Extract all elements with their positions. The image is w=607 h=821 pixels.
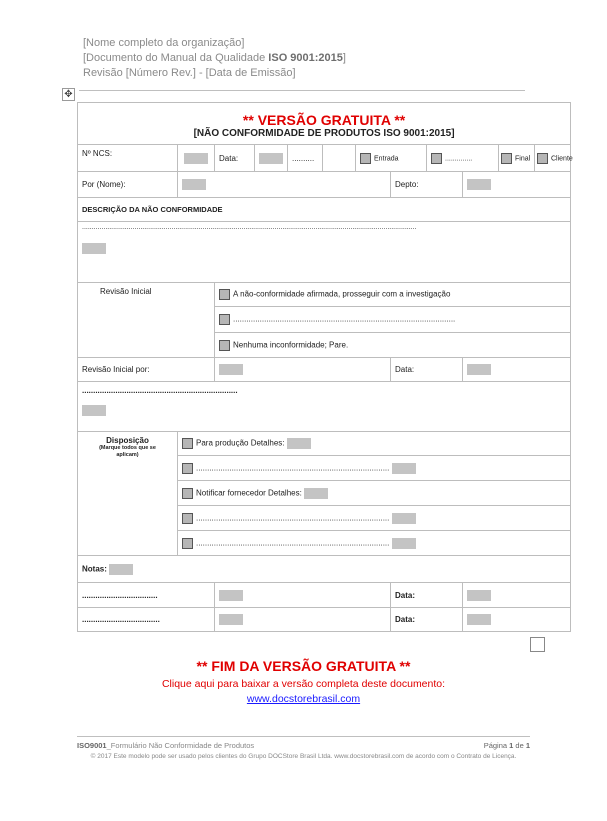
- date-label: Data:: [215, 145, 255, 172]
- notes-label: Notas:: [82, 564, 107, 574]
- dots-section-row: [78, 382, 571, 432]
- review-affirmed-checkbox[interactable]: [219, 289, 230, 300]
- description-heading: DESCRIÇÃO DA NÃO CONFORMIDADE: [78, 198, 571, 222]
- review-date-field[interactable]: [467, 364, 491, 375]
- revision-line: Revisão [Número Rev.] - [Data de Emissão]: [83, 67, 296, 79]
- cliente-label: Cliente: [551, 154, 573, 162]
- disposition-sublabel: (Marque todos que se aplicam): [99, 445, 156, 458]
- signature-row-1: [78, 583, 571, 608]
- signature-row-2: [78, 608, 571, 632]
- disposition-other2-checkbox[interactable]: [182, 513, 193, 524]
- dots-section-field[interactable]: [82, 405, 106, 416]
- review-none-checkbox[interactable]: [219, 340, 230, 351]
- disposition-production-label: Para produção Detalhes:: [196, 438, 285, 448]
- signature2-date-field[interactable]: [467, 614, 491, 625]
- ncs-label: Nº NCS:: [78, 145, 178, 172]
- disposition-other2-field[interactable]: [392, 513, 416, 524]
- entrada-checkbox[interactable]: [360, 153, 371, 164]
- disposition-supplier-field[interactable]: [304, 488, 328, 499]
- description-field[interactable]: [82, 243, 106, 254]
- disposition-production-checkbox[interactable]: [182, 438, 193, 449]
- disposition-other1-field[interactable]: [392, 463, 416, 474]
- description-dots: ............................................................................................................................................................................: [82, 224, 417, 231]
- initial-review-row-1: [78, 283, 571, 307]
- disposition-other3-checkbox[interactable]: [182, 538, 193, 549]
- footer-page-number: Página 1 de 1: [483, 741, 530, 750]
- signature1-field[interactable]: [219, 590, 243, 601]
- footer-divider: [77, 736, 530, 737]
- form-title: [NÃO CONFORMIDADE DE PRODUTOS ISO 9001:2015]: [193, 127, 455, 139]
- signature2-field[interactable]: [219, 614, 243, 625]
- disposition-supplier-checkbox[interactable]: [182, 488, 193, 499]
- footer-doc-name: ISO9001_Formulário Não Conformidade de Produtos: [77, 741, 255, 750]
- disposition-label: Disposição: [106, 436, 149, 445]
- title-row: [78, 103, 571, 145]
- review-other-checkbox[interactable]: [219, 314, 230, 325]
- document-header: [83, 36, 346, 81]
- review-by-row: [78, 358, 571, 382]
- cliente-checkbox[interactable]: [537, 153, 548, 164]
- signature1-date-field[interactable]: [467, 590, 491, 601]
- notes-row: [78, 556, 571, 583]
- signature2-date-label: Data:: [391, 608, 463, 632]
- free-version-title: ** VERSÃO GRATUITA **: [242, 111, 406, 128]
- review-none-label: Nenhuma inconformidade; Pare.: [233, 340, 349, 350]
- nonconformity-form: [77, 102, 573, 632]
- notes-field[interactable]: [109, 564, 133, 575]
- end-free-version-title: ** FIM DA VERSÃO GRATUITA **: [196, 658, 411, 674]
- review-date-label: Data:: [391, 358, 463, 382]
- dots-checkbox[interactable]: [431, 153, 442, 164]
- row1-dots: ..........: [288, 145, 323, 172]
- manual-line: [Documento do Manual da Qualidade ISO 9001:2015]: [83, 52, 346, 64]
- signature2-dots: ...................................: [78, 608, 215, 632]
- signature1-dots: ..................................: [78, 583, 215, 608]
- name-row: [78, 172, 571, 198]
- org-name: [Nome completo da organização]: [83, 37, 245, 49]
- header-divider: [79, 90, 525, 91]
- ncs-field[interactable]: [184, 153, 208, 164]
- disposition-other1-checkbox[interactable]: [182, 463, 193, 474]
- disposition-row-1: [78, 432, 571, 456]
- final-checkbox[interactable]: [501, 153, 512, 164]
- initial-review-label: Revisão Inicial: [78, 283, 215, 358]
- review-other-dots: ....................................................................................................: [233, 314, 456, 324]
- table-move-handle-icon[interactable]: ✥: [62, 88, 75, 101]
- dots-section-text: ......................................................................: [82, 386, 238, 395]
- by-name-label: Por (Nome):: [78, 172, 178, 198]
- disposition-other3-field[interactable]: [392, 538, 416, 549]
- disposition-other1-dots: .......................................................................................: [196, 463, 390, 473]
- description-heading-row: [78, 198, 571, 222]
- disposition-production-field[interactable]: [287, 438, 311, 449]
- row1-dots2: ..............: [445, 154, 473, 162]
- dept-label: Depto:: [391, 172, 463, 198]
- download-prompt: Clique aqui para baixar a versão completa deste documento:: [161, 678, 446, 690]
- dept-field[interactable]: [467, 179, 491, 190]
- footer-copyright: © 2017 Este modelo pode ser usado pelos clientes do Grupo DOCStore Brasil Ltda. www.docstorebrasil.com de acordo com o Contrato de Licença.: [90, 753, 517, 760]
- table-resize-handle[interactable]: [530, 637, 545, 652]
- review-affirmed-label: A não-conformidade afirmada, prosseguir com a investigação: [233, 289, 451, 299]
- ncs-row: [78, 145, 571, 172]
- description-body-row: [78, 222, 571, 283]
- disposition-other3-dots: .......................................................................................: [196, 538, 390, 548]
- download-link[interactable]: www.docstorebrasil.com: [246, 693, 361, 705]
- final-label: Final: [515, 154, 531, 162]
- review-by-field[interactable]: [219, 364, 243, 375]
- review-by-label: Revisão Inicial por:: [78, 358, 215, 382]
- by-name-field[interactable]: [182, 179, 206, 190]
- disposition-supplier-label: Notificar fornecedor Detalhes:: [196, 488, 302, 498]
- signature1-date-label: Data:: [391, 583, 463, 608]
- date-field[interactable]: [259, 153, 283, 164]
- disposition-other2-dots: .......................................................................................: [196, 513, 390, 523]
- entrada-label: Entrada: [374, 154, 399, 162]
